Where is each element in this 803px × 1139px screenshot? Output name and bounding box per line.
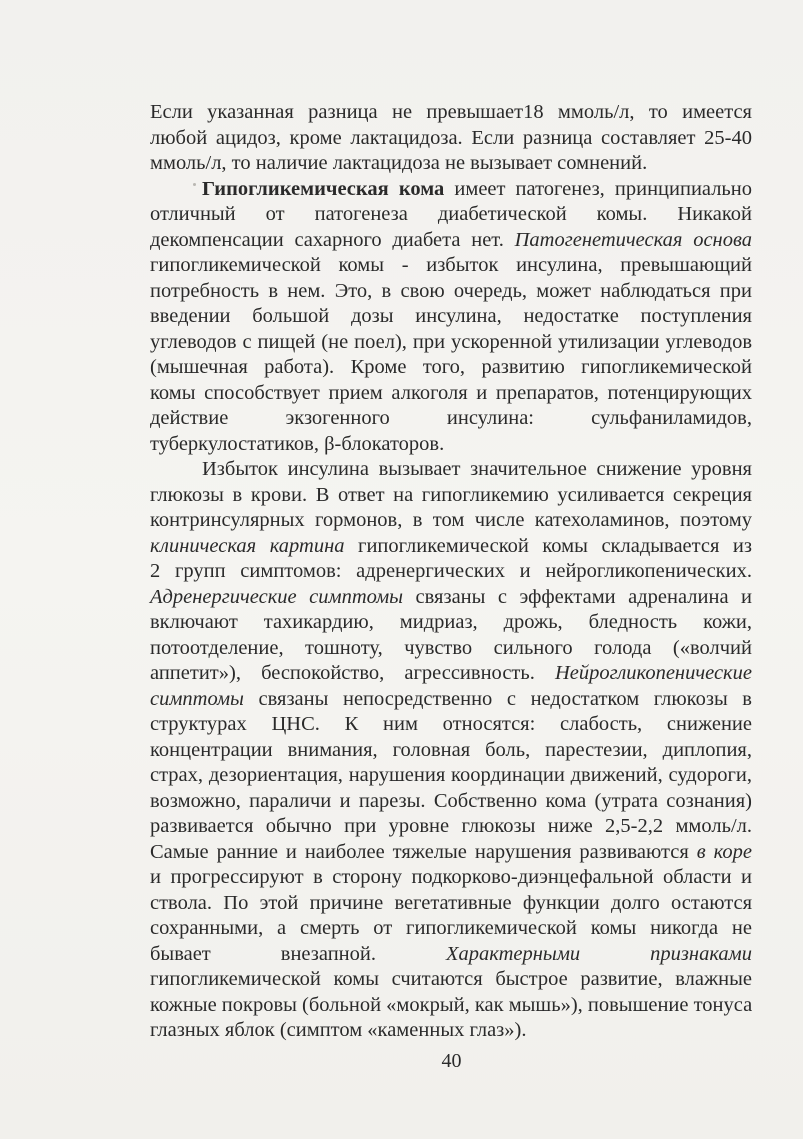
text-line: туберкулостатиков, β-блокаторов.	[150, 432, 445, 455]
term-neuroglycopenic: Нейрогликопенические	[554, 662, 752, 684]
text-line: симптомы связаны непосредственно с недостатком глюкозы в	[150, 687, 752, 710]
text-line: кожные покровы (больной «мокрый, как мышь»), повышение тонуса	[150, 993, 753, 1016]
term-clinical-picture: клиническая картина	[150, 534, 345, 557]
text-line: потоотделение, тошноту, чувство сильного голода («волчий	[150, 636, 752, 659]
text-line: включают тахикардию, мидриаз, дрожь, бледность кожи,	[150, 611, 752, 633]
term-symptoms: симптомы	[150, 687, 244, 710]
text-line: бывает внезапной. Характерными признаками	[150, 942, 752, 965]
text-line: страх, дезориентация, нарушения координации движений, судороги,	[150, 764, 752, 786]
text-line: Адренергические симптомы связаны с эффектами адреналина и	[150, 585, 752, 608]
text-line: аппетит»), беспокойство, агрессивность. Нейрогликопенические	[150, 662, 752, 684]
term-adrenergic-symptoms: Адренергические симптомы	[150, 585, 404, 608]
text-line: Самые ранние и наиболее тяжелые нарушения развиваются в коре	[150, 840, 753, 863]
term-pathogenetic-basis: Патогенетическая основа	[514, 228, 752, 251]
text-line: комы способствует прием алкоголя и препаратов, потенцирующих	[150, 381, 752, 404]
text-line: любой ацидоз, кроме лактацидоза. Если разница составляет 25-40	[150, 126, 752, 149]
term-characteristic-signs: Характерными признаками	[446, 942, 752, 965]
text-line: гипогликемической комы - избыток инсулина, превышающий	[150, 254, 752, 276]
text-line: и прогрессируют в сторону подкорково-диэнцефальной области и	[150, 866, 752, 888]
body-text	[150, 100, 752, 1044]
text-line: ммоль/л, то наличие лактацидоза не вызывает сомнений.	[150, 152, 648, 174]
text-line: контринсулярных гормонов, в том числе катехоламинов, поэтому	[150, 509, 752, 531]
text-line: клиническая картина гипогликемической комы складывается из	[150, 534, 752, 557]
paragraph-2	[150, 177, 752, 458]
text-line: Если указанная разница не превышает18 ммоль/л, то имеется	[150, 101, 752, 123]
text-line: структурах ЦНС. К ним относятся: слабость, снижение	[150, 713, 752, 735]
text-line: гипогликемической комы считаются быстрое развитие, влажные	[150, 968, 752, 990]
text-line: развивается обычно при уровне глюкозы ниже 2,5-2,2 ммоль/л.	[150, 815, 752, 837]
page-number: 40	[441, 1050, 462, 1072]
paragraph-1	[150, 100, 752, 177]
text-line: потребность в нем. Это, в свою очередь, может наблюдаться при	[150, 279, 752, 302]
term-hypoglycemic-coma: Гипогликемическая кома	[202, 177, 445, 200]
text-line: отличный от патогенеза диабетической комы. Никакой	[150, 203, 752, 225]
text-line: декомпенсации сахарного диабета нет. Патогенетическая основа	[150, 228, 752, 251]
text-line: глюкозы в крови. В ответ на гипогликемию усиливается секреция	[150, 483, 752, 506]
text-line: углеводов с пищей (не поел), при ускоренной утилизации углеводов	[150, 330, 752, 353]
text-line: действие экзогенного инсулина: сульфаниламидов,	[150, 407, 752, 429]
text-line: ствола. По этой причине вегетативные функции долго остаются	[150, 891, 752, 914]
term-in-cortex: в коре	[696, 840, 753, 863]
text-line: концентрации внимания, головная боль, парестезии, диплопия,	[150, 738, 752, 761]
text-line: сохранными, а смерть от гипогликемической комы никогда не	[150, 917, 752, 939]
text-line: (мышечная работа). Кроме того, развитию гипогликемической	[150, 356, 752, 378]
text-line: Гипогликемическая кома имеет патогенез, принципиально	[202, 177, 753, 200]
text-line: возможно, параличи и парезы. Собственно кома (утрата сознания)	[150, 789, 752, 812]
text-line: Избыток инсулина вызывает значительное снижение уровня	[202, 458, 752, 480]
text-line: введении большой дозы инсулина, недостатке поступления	[150, 305, 752, 327]
text-line: 2 групп симптомов: адренергических и нейрогликопенических.	[150, 560, 752, 582]
paragraph-3	[150, 457, 752, 1044]
text-line: глазных яблок (симптом «каменных глаз»).	[150, 1019, 527, 1041]
